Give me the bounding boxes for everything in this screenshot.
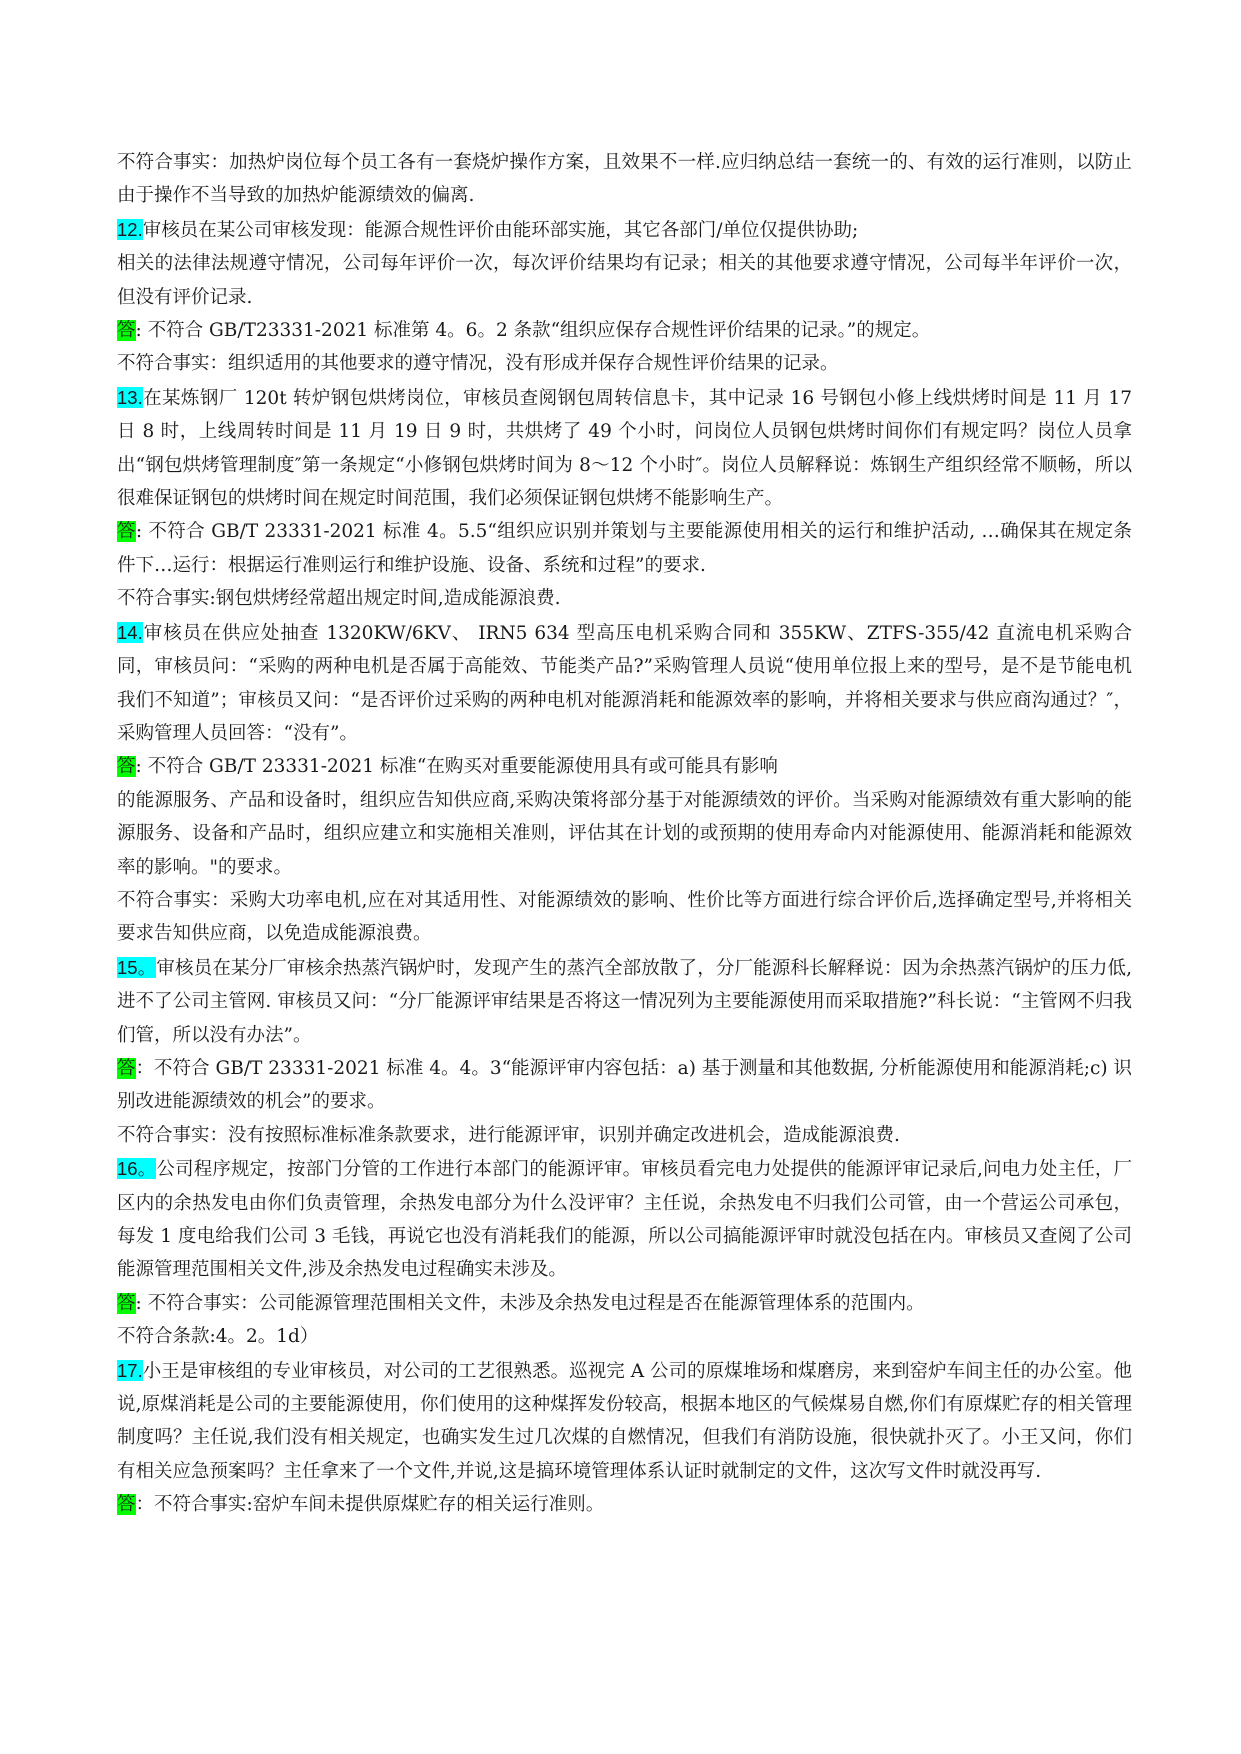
- answer-marker: 答: [117, 756, 136, 778]
- paragraph: 不符合条款:4。2。1d）: [117, 1326, 319, 1348]
- answer-marker: 答: [117, 521, 136, 543]
- question-number: 17.: [117, 1359, 143, 1381]
- document-page: [117, 146, 1132, 1522]
- paragraph: 的能源服务、产品和设备时，组织应告知供应商,采购决策将部分基于对能源绩效的评价。当采购对能源绩效有重大影响的能源服务、设备和产品时，组织应建立和实施相关准则，评估其在计划的或预期的使用寿命内对能源使用、能源消耗和能源效率的影响。"的要求。: [117, 789, 1132, 878]
- paragraph: 不符合事实：组织适用的其他要求的遵守情况，没有形成并保存合规性评价结果的记录。: [117, 353, 839, 375]
- answer-14: 答: 不符合 GB/T 23331-2021 标准“在购买对重要能源使用具有或可能具有影响: [117, 756, 778, 778]
- paragraph: 不符合事实：没有按照标准标准条款要求，进行能源评审，识别并确定改进机会，造成能源浪费.: [117, 1124, 900, 1146]
- question-13: 13.在某炼钢厂 120t 转炉钢包烘烤岗位，审核员查阅钢包周转信息卡，其中记录 16 号钢包小修上线烘烤时间是 11 月 17 日 8 时，上线周转时间是 11 月 19 日 9 时，共烘烤了 49 个小时，问岗位人员钢包烘烤时间你们有规定吗？岗位人员拿出“钢包烘烤管理制度″第一条规定“小修钢包烘烤时间为 8～12 个小时″。岗位人员解释说：炼钢生产组织经常不顺畅，所以很难保证钢包的烘烤时间在规定时间范围，我们必须保证钢包烘烤不能影响生产。: [117, 386, 1132, 510]
- question-16: 16。公司程序规定，按部门分管的工作进行本部门的能源评审。审核员看完电力处提供的能源评审记录后,问电力处主任，厂区内的余热发电由你们负责管理，余热发电部分为什么没评审？主任说，余热发电不归我们公司管，由一个营运公司承包，每发 1 度电给我们公司 3 毛钱，再说它也没有消耗我们的能源，所以公司搞能源评审时就没包括在内。审核员又查阅了公司能源管理范围相关文件,涉及余热发电过程确实未涉及。: [117, 1158, 1133, 1281]
- question-number: 13.: [117, 386, 143, 408]
- answer-12: 答: 不符合 GB/T23331-2021 标准第 4。6。2 条款“组织应保存合规性评价结果的记录。”的规定。: [117, 320, 931, 342]
- answer-marker: 答: [117, 1494, 136, 1516]
- question-17: 17.小王是审核组的专业审核员，对公司的工艺很熟悉。巡视完 A 公司的原煤堆场和煤磨房，来到窑炉车间主任的办公室。他说,原煤消耗是公司的主要能源使用，你们使用的这种煤挥发份较高，根据本地区的气候煤易自燃,你们有原煤贮存的相关管理制度吗？主任说,我们没有相关规定，也确实发生过几次煤的自燃情况，但我们有消防设施，很快就扑灭了。小王又问，你们有相关应急预案吗？主任拿来了一个文件,并说,这是搞环境管理体系认证时就制定的文件，这次写文件时就没再写.: [117, 1359, 1132, 1482]
- question-12: 12.审核员在某公司审核发现：能源合规性评价由能环部实施，其它各部门/单位仅提供协助;: [117, 218, 859, 241]
- question-number: 16。: [117, 1158, 157, 1180]
- answer-17: 答：不符合事实:窑炉车间未提供原煤贮存的相关运行准则。: [117, 1494, 605, 1516]
- answer-13: 答: 不符合 GB/T 23331-2021 标准 4。5.5“组织应识别并策划与主要能源使用相关的运行和维护活动, …确保其在规定条件下…运行：根据运行准则运行和维护设施、设备、系统和过程”的要求.: [117, 521, 1132, 576]
- paragraph: 不符合事实：采购大功率电机,应在对其适用性、对能源绩效的影响、性价比等方面进行综合评价后,选择确定型号,并将相关要求告知供应商，以免造成能源浪费。: [117, 889, 1132, 945]
- paragraph: 不符合事实:钢包烘烤经常超出规定时间,造成能源浪费.: [117, 588, 561, 610]
- answer-marker: 答: [117, 1292, 136, 1314]
- answer-16: 答: 不符合事实：公司能源管理范围相关文件，未涉及余热发电过程是否在能源管理体系的范围内。: [117, 1292, 925, 1314]
- question-number: 15。: [117, 956, 157, 978]
- answer-marker: 答: [117, 320, 136, 342]
- paragraph: 相关的法律法规遵守情况，公司每年评价一次，每次评价结果均有记录；相关的其他要求遵守情况，公司每半年评价一次，但没有评价记录.: [117, 253, 1132, 308]
- question-number: 12.: [117, 218, 143, 240]
- question-number: 14.: [117, 621, 143, 643]
- answer-15: 答：不符合 GB/T 23331-2021 标准 4。4。3“能源评审内容包括：a) 基于测量和其他数据, 分析能源使用和能源消耗;c) 识别改进能源绩效的机会”的要求。: [117, 1057, 1132, 1113]
- paragraph: 不符合事实：加热炉岗位每个员工各有一套烧炉操作方案，且效果不一样.应归纳总结一套统一的、有效的运行准则，以防止由于操作不当导致的加热炉能源绩效的偏离.: [117, 152, 1132, 207]
- answer-marker: 答: [117, 1057, 136, 1079]
- question-15: 15。审核员在某分厂审核余热蒸汽锅炉时，发现产生的蒸汽全部放散了，分厂能源科长解释说：因为余热蒸汽锅炉的压力低,进不了公司主管网. 审核员又问：“分厂能源评审结果是否将这一情况列为主要能源使用而采取措施?”科长说：“主管网不归我们管，所以没有办法”。: [117, 956, 1133, 1046]
- question-14: 14.审核员在供应处抽查 1320KW/6KV、 IRN5 634 型高压电机采购合同和 355KW、ZTFS-355/42 直流电机采购合同，审核员问：“采购的两种电机是否属于高能效、节能类产品?”采购管理人员说“使用单位报上来的型号，是不是节能电机我们不知道”；审核员又问：“是否评价过采购的两种电机对能源消耗和能源效率的影响，并将相关要求与供应商沟通过？″，采购管理人员回答：“没有”。: [117, 621, 1132, 744]
